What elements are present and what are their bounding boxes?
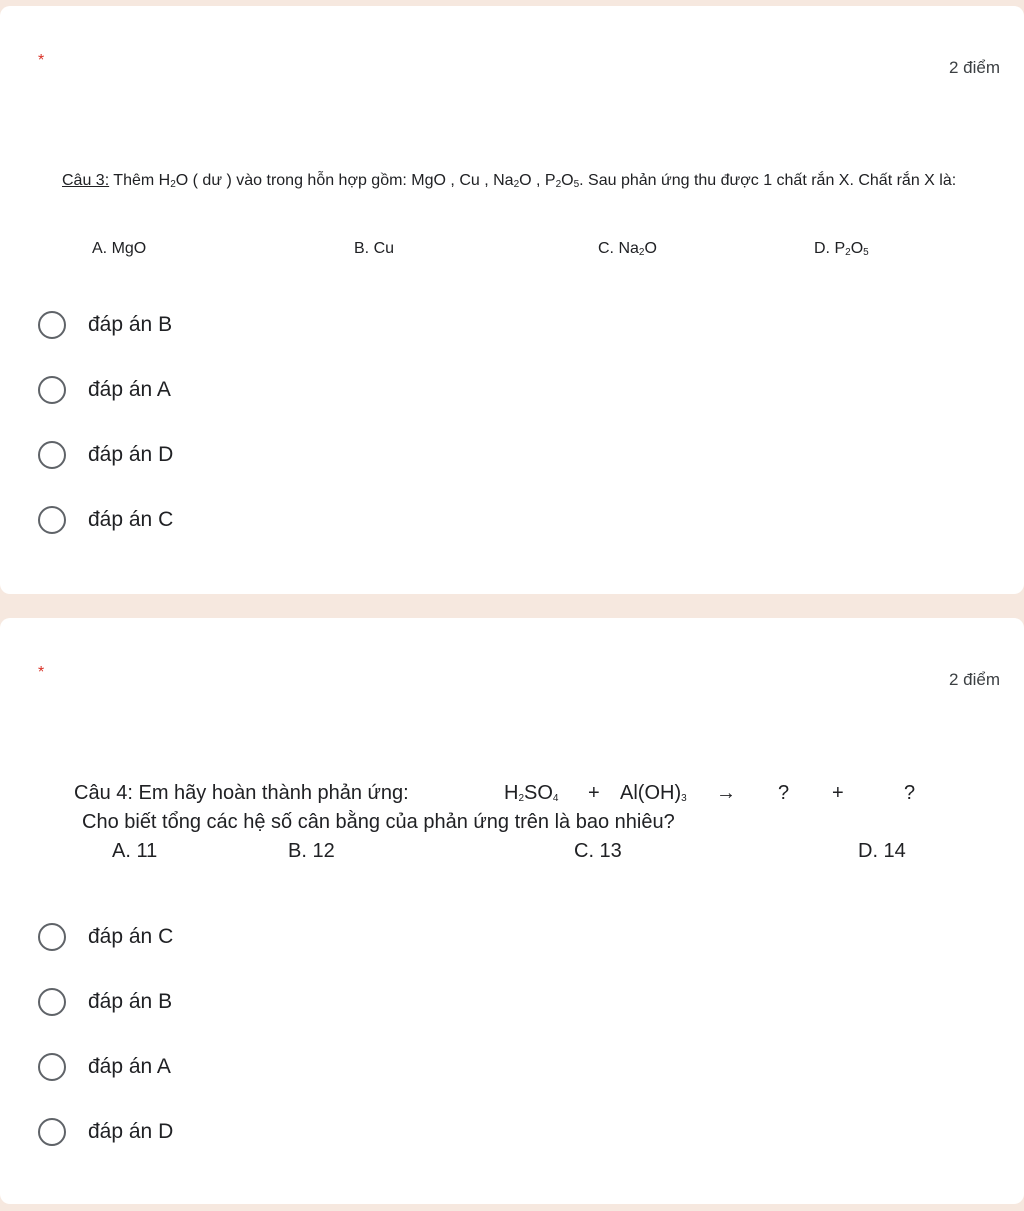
equation-reactant-1: $H_2SO_4$ [504,782,559,804]
radio-option-label: đáp án C [88,925,174,948]
points-label: 2 điểm [948,670,1000,689]
choice-b: B. Cu [354,240,395,257]
radio-option-label: đáp án D [88,1120,174,1143]
radio-option-label: đáp án B [88,990,173,1013]
choice-a: A. MgO [92,240,147,257]
radio-option[interactable] [38,985,172,1019]
radio-option[interactable] [38,438,173,472]
choice-c: C. 13 [574,840,622,862]
radio-option[interactable] [38,1050,171,1084]
question-card-4 [0,618,1024,1204]
radio-option[interactable] [38,373,171,407]
radio-option[interactable] [38,503,173,537]
choice-c: C. $Na_2O$ [598,240,657,258]
choice-d: D. $P_2O_5$ [814,240,869,258]
radio-option-label: đáp án C [88,508,174,531]
radio-option-label: đáp án A [88,378,171,401]
arrow-right-icon: → [716,782,736,804]
radio-circle-icon[interactable] [38,376,66,404]
equation-plus: + [588,782,600,804]
radio-option[interactable] [38,1115,173,1149]
radio-circle-icon[interactable] [38,311,66,339]
radio-option[interactable] [38,920,173,954]
radio-option-label: đáp án A [88,1055,171,1078]
points-label: 2 điểm [948,58,1000,77]
radio-option-label: đáp án D [88,443,174,466]
radio-option[interactable] [38,308,172,342]
radio-circle-icon[interactable] [38,1053,66,1081]
radio-circle-icon[interactable] [38,506,66,534]
question-card-3 [0,6,1024,594]
required-asterisk: * [38,664,45,681]
question-subtext: Cho biết tổng các hệ số cân bằng của phản ứng trên là bao nhiêu? [82,811,675,833]
radio-circle-icon[interactable] [38,988,66,1016]
required-asterisk: * [38,52,45,69]
radio-option-label: đáp án B [88,313,173,336]
radio-circle-icon[interactable] [38,1118,66,1146]
question-text: Câu 4: Em hãy hoàn thành phản ứng: [74,782,409,804]
choice-d: D. 14 [858,840,906,862]
equation-plus: + [832,782,844,804]
equation-product-1: ? [778,782,790,804]
choice-a: A. 11 [112,840,158,862]
radio-circle-icon[interactable] [38,923,66,951]
question-text: Câu 3: Thêm $H_2O$ ( dư ) vào trong hỗn hợp gồm: MgO , Cu , $Na_2O$ , $P_2O_5$. Sau phản ứng thu được 1 chất rắn X. Chất rắn X là: [62,172,957,190]
radio-circle-icon[interactable] [38,441,66,469]
equation-reactant-2: $Al(OH)_3$ [620,782,687,804]
choice-b: B. 12 [288,840,335,862]
equation-product-2: ? [904,782,916,804]
question-number: Câu 3: [62,172,110,189]
